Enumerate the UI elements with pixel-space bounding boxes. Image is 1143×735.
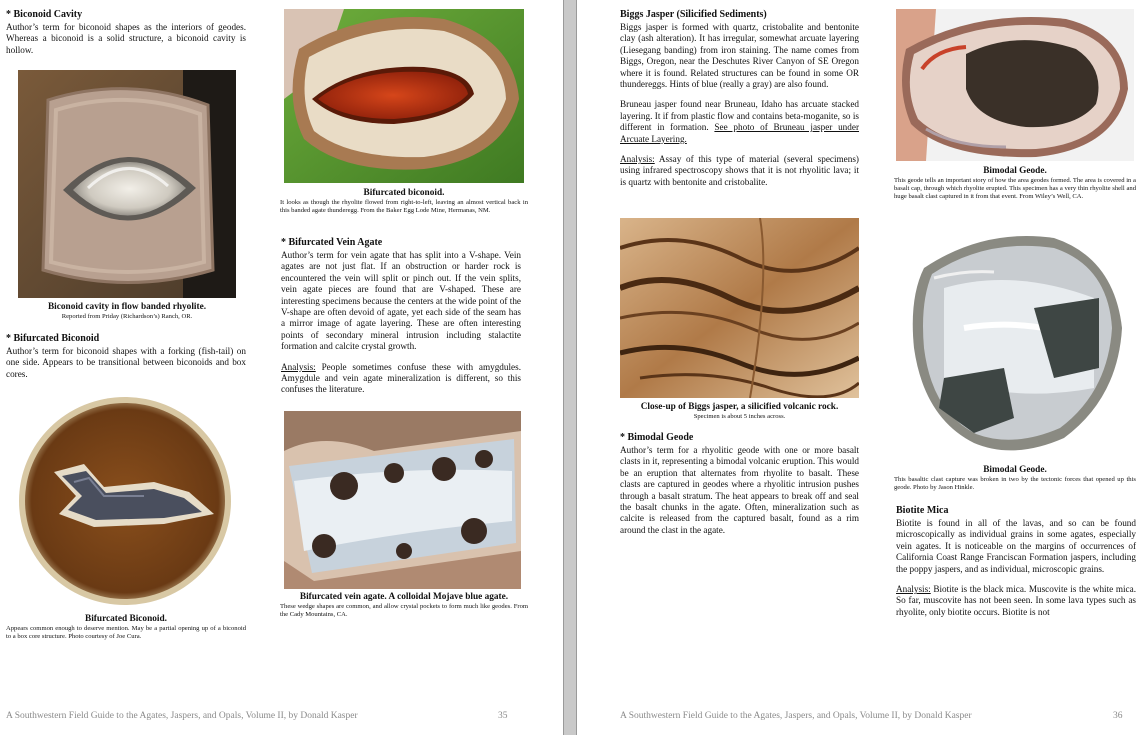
caption-bimodal-geode-1: Bimodal Geode. — [983, 166, 1047, 176]
text-bifurcated-biconoid: Author’s term for biconoid shapes with a forking (fish-tail) on one side. Appears to be transitional between biconoids and box cores. — [6, 346, 246, 379]
photo-biconoid-cavity — [18, 70, 236, 298]
photo-bimodal-geode-1 — [896, 9, 1134, 161]
footer-left: A Southwestern Field Guide to the Agates, Jaspers, and Opals, Volume II, by Donald Kasper — [6, 711, 358, 721]
heading-bifurcated-vein-agate: * Bifurcated Vein Agate — [281, 237, 383, 248]
section-biggs-jasper — [620, 9, 859, 188]
bruneau-photo-link[interactable]: See photo of Bruneau jasper under Arcuate Layering. — [620, 122, 860, 144]
text-bruneau-jasper — [620, 99, 859, 145]
caption-block-bifurcated-biconoid — [6, 612, 246, 641]
subcaption-bimodal-geode-1: This geode tells an important story of how the area geodes formed. The area is covered in a basalt cap, through which rhyolite erupted. This specimen has a very thin rhyolite shell and huge basalt clast captured in it from that event. From Wiley’s Well, CA. — [894, 177, 1136, 200]
caption-block-biconoid-cavity — [18, 300, 236, 321]
analysis-text: Biotite is the black mica. Muscovite is the white mica. So far, muscovite has not been seen. In some lava types such as rhyolite, only biotite occurs. Biotite is not — [896, 584, 1136, 617]
subcaption-bifurcated-vein-agate: These wedge shapes are common, and allow crystal pockets to form much like geodes. From the Cady Mountains, CA. — [280, 603, 528, 618]
caption-biggs-jasper: Close-up of Biggs jasper, a silicified volcanic rock. — [640, 402, 839, 412]
text-bimodal-geode: Author’s term for a rhyolitic geode with one or more basalt clasts in it, representing a bimodal volcanic eruption. This would be an eruption that alternates from rhyolite to basalt. These clasts are captured in geodes where a rhyolitic intrusion pushes through a basalt stratum. The heat appears to break off and seal the basalt chunks in the agate. Often, mineralization such as calcite is released from the captured basalt, found as a rim around the clast in the agate. — [620, 445, 859, 535]
bruneau-text: Bruneau jasper found near Bruneau, Idaho has arcuate stacked layering. It if from plastic flow and contains beta-moganite, so is different in formation. — [620, 99, 859, 133]
page-gutter — [563, 0, 577, 735]
caption-block-bifurcated-thunderegg — [280, 186, 528, 215]
heading-biconoid-cavity: * Biconoid Cavity — [6, 9, 83, 20]
analysis-biotite-mica — [896, 584, 1136, 618]
caption-block-biggs-jasper — [620, 400, 859, 421]
section-biotite-mica — [896, 505, 1136, 618]
text-biggs-jasper: Biggs jasper is formed with quartz, cristobalite and bentonite clay (ash alteration). It has irregular, somewhat arcuate layering (Liesegang banding) from iron staining. The name comes from Biggs, Oregon, near the Deschutes River Canyon of SE Oregon where it is found. Related structures can be found in some OR thundereggs. Hints of blue (really a gray) are also found. — [620, 22, 859, 90]
photo-bifurcated-biconoid — [14, 392, 236, 610]
analysis-text: People sometimes confuse these with amygdules. Amygdule and vein agate mineralization is different, so this confuses the literature. — [281, 361, 521, 395]
caption-block-bimodal-geode-1 — [894, 164, 1136, 201]
heading-bifurcated-biconoid: * Bifurcated Biconoid — [6, 333, 100, 344]
text-bifurcated-vein-agate: Author’s term for vein agate that has split into a V-shape. Vein agates are not just flat. If an obstruction or harder rock is encountered the vein will split or pinch out. If the vein splits, vein agate pieces are found that are V-shaped. These are interesting specimens because the centers at the wide point of the V-shape are often devoid of agate, yet each side of the seam has a mirror image of agate layering. These are often interesting points of secondary mineral intrusion including stalactite formation and calcite crystal growth. — [281, 250, 521, 352]
analysis-text: Assay of this type of material (several specimens) using infrared spectroscopy shows that it is not rhyolitic lava; it is quartz with bentonite and cristobalite. — [620, 154, 859, 187]
subcaption-bifurcated-biconoid: Appears common enough to deserve mention. May be a partial opening up of a biconoid to a box core structure. Photo courtesy of Joe Cura. — [6, 625, 246, 640]
caption-bifurcated-thunderegg: Bifurcated biconoid. — [363, 188, 445, 198]
photo-bimodal-geode-2 — [904, 228, 1128, 461]
footer-right: A Southwestern Field Guide to the Agates, Jaspers, and Opals, Volume II, by Donald Kasper — [620, 711, 972, 721]
section-bimodal-geode — [620, 432, 859, 536]
subcaption-biconoid-cavity: Reported from Priday (Richardson’s) Ranch, OR. — [61, 313, 193, 320]
text-biotite-mica: Biotite is found in all of the lavas, and so can be found microscopically as individual grains in some agates, especially vein agates. It is noticeable on the margins of occurrences of California Coast Range Franciscan Formation jaspers, including the poppy jaspers, and as individual, microscopic grains. — [896, 518, 1136, 574]
analysis-bifurcated-vein-agate — [281, 362, 521, 396]
analysis-label: Analysis: — [620, 154, 655, 165]
caption-block-bimodal-geode-2 — [894, 463, 1136, 492]
photo-bifurcated-vein-agate — [284, 411, 521, 589]
heading-bimodal-geode: * Bimodal Geode — [620, 432, 694, 443]
page-36 — [577, 0, 1143, 735]
analysis-label: Analysis: — [281, 361, 316, 372]
heading-biotite-mica: Biotite Mica — [896, 505, 949, 516]
caption-bifurcated-biconoid: Bifurcated Biconoid. — [85, 614, 167, 624]
caption-block-bifurcated-vein-agate — [280, 590, 528, 619]
subcaption-biggs-jasper: Specimen is about 5 inches across. — [693, 413, 786, 420]
heading-biggs-jasper: Biggs Jasper (Silicified Sediments) — [620, 9, 767, 20]
caption-bimodal-geode-2: Bimodal Geode. — [983, 465, 1047, 475]
caption-bifurcated-vein-agate: Bifurcated vein agate. A colloidal Mojave blue agate. — [299, 592, 509, 602]
subcaption-bimodal-geode-2: This basaltic clast capture was broken in two by the tectonic forces that opened up this geode. Photo by Jason Hinkle. — [894, 476, 1136, 491]
page-35 — [0, 0, 563, 735]
text-biconoid-cavity: Author’s term for biconoid shapes as the interiors of geodes. Whereas a biconoid is a solid structure, a biconoid cavity is hollow. — [6, 22, 246, 55]
subcaption-bifurcated-thunderegg: It looks as though the rhyolite flowed from right-to-left, leaving an almost vertical back in this banded agate thunderegg. From the Baker Egg Lode Mine, Hermanas, NM. — [280, 199, 528, 214]
caption-biconoid-cavity: Biconoid cavity in flow banded rhyolite. — [47, 302, 207, 312]
section-bifurcated-vein-agate — [281, 237, 521, 396]
left-column-1 — [6, 9, 246, 56]
analysis-label: Analysis: — [896, 584, 931, 595]
photo-biggs-jasper — [620, 218, 859, 398]
analysis-biggs-jasper — [620, 154, 859, 188]
section-bifurcated-biconoid — [6, 333, 246, 380]
page-number-left: 35 — [498, 711, 508, 721]
photo-bifurcated-thunderegg — [284, 9, 524, 183]
page-number-right: 36 — [1113, 711, 1123, 721]
